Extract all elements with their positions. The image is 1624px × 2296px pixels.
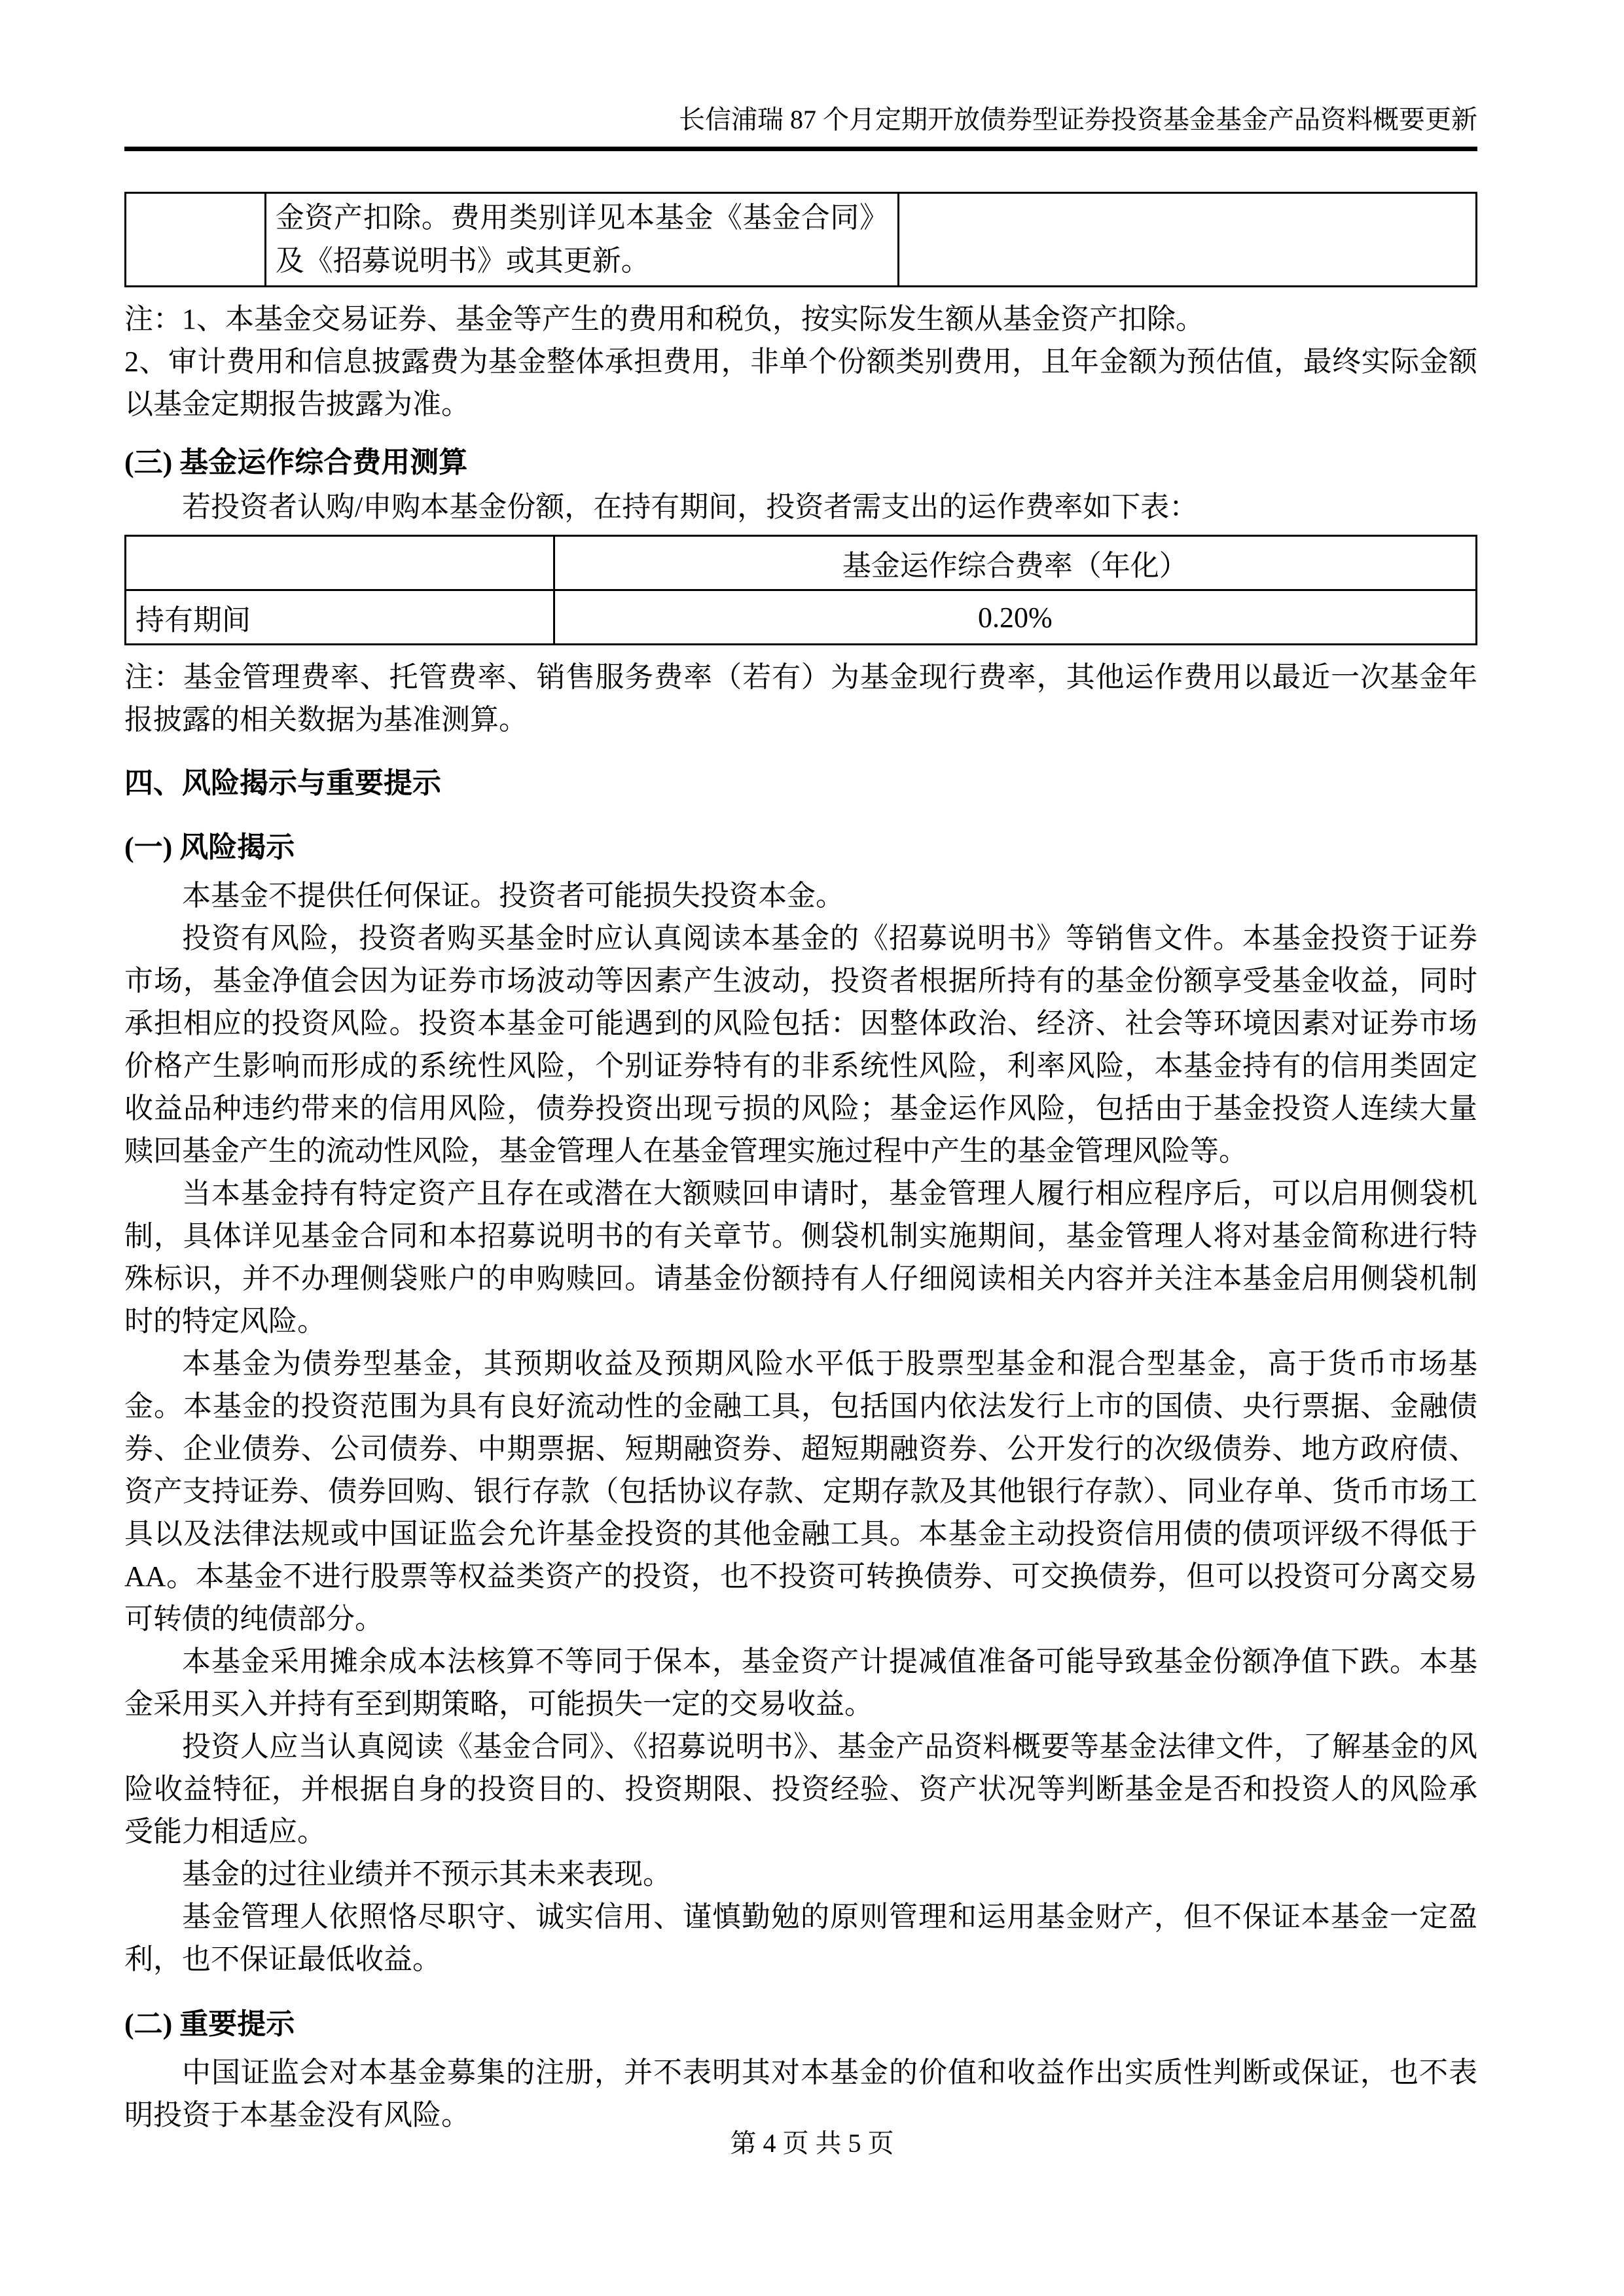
- doc-header-title: 长信浦瑞 87 个月定期开放债券型证券投资基金基金产品资料概要更新: [124, 103, 1477, 151]
- page-number-footer: 第 4 页 共 5 页: [730, 2128, 894, 2158]
- page-content: [124, 103, 1477, 2136]
- risk-paragraph: 投资人应当认真阅读《基金合同》、《招募说明书》、基金产品资料概要等基金法律文件，了解基金的风险收益特征，并根据自身的投资目的、投资期限、投资经验、资产状况等判断基金是否和投资人的风险承受能力相适应。: [124, 1731, 1477, 1848]
- holding-period-rate-value-cell: 0.20%: [554, 590, 1476, 645]
- subsection-heading-important-notice: (二) 重要提示: [124, 2008, 295, 2040]
- risk-paragraph: 当本基金持有特定资产且存在或潜在大额赎回申请时，基金管理人履行相应程序后，可以启用侧袋机制，具体详见基金合同和本招募说明书的有关章节。侧袋机制实施期间，基金管理人将对基金简称进行特殊标识，并不办理侧袋账户的申购赎回。请基金份额持有人仔细阅读相关内容并关注本基金启用侧袋机制时的特定风险。: [124, 1177, 1477, 1337]
- risk-paragraph: 基金的过往业绩并不预示其未来表现。: [182, 1858, 672, 1890]
- fee-table-left-empty-cell: [126, 193, 266, 287]
- table-header-row: [126, 536, 1477, 590]
- notice-paragraph: 中国证监会对本基金募集的注册，并不表明其对本基金的价值和收益作出实质性判断或保证，也不表明投资于本基金没有风险。: [124, 2056, 1477, 2131]
- risk-paragraph: 投资有风险，投资者购买基金时应认真阅读本基金的《招募说明书》等销售文件。本基金投资于证券市场，基金净值会因为证券市场波动等因素产生波动，投资者根据所持有的基金份额享受基金收益，同时承担相应的投资风险。投资本基金可能遇到的风险包括：因整体政治、经济、社会等环境因素对证券市场价格产生影响而形成的系统性风险，个别证券特有的非系统性风险，利率风险，本基金持有的信用类固定收益品种违约带来的信用风险，债券投资出现亏损的风险；基金运作风险，包括由于基金投资人连续大量赎回基金产生的流动性风险，基金管理人在基金管理实施过程中产生的基金管理风险等。: [124, 922, 1477, 1167]
- rate-table-annual-rate-header-cell: 基金运作综合费率（年化）: [554, 536, 1476, 590]
- fee-table-continued-text-cell: 金资产扣除。费用类别详见本基金《基金合同》及《招募说明书》或其更新。: [265, 193, 898, 287]
- holding-period-label-cell: 持有期间: [126, 590, 554, 645]
- operation-fee-intro: 若投资者认购/申购本基金份额，在持有期间，投资者需支出的运作费率如下表：: [182, 491, 1199, 523]
- operation-fee-rate-table: [124, 535, 1477, 645]
- subsection-heading-risk-disclosure: (一) 风险揭示: [124, 831, 295, 863]
- risk-paragraph: 本基金采用摊余成本法核算不等同于保本，基金资产计提减值准备可能导致基金份额净值下跌。本基金采用买入并持有至到期策略，可能损失一定的交易收益。: [124, 1645, 1477, 1720]
- fee-category-table-continuation: [124, 192, 1477, 287]
- fee-note-1: 注：1、本基金交易证券、基金等产生的费用和税负，按实际发生额从基金资产扣除。: [124, 303, 1204, 335]
- risk-paragraph: 本基金为债券型基金，其预期收益及预期风险水平低于股票型基金和混合型基金，高于货币市场基金。本基金的投资范围为具有良好流动性的金融工具，包括国内依法发行上市的国债、央行票据、金融债券、企业债券、公司债券、中期票据、短期融资券、超短期融资券、公开发行的次级债券、地方政府债、资产支持证券、债券回购、银行存款（包括协议存款、定期存款及其他银行存款）、同业存单、货币市场工具以及法律法规或中国证监会允许基金投资的其他金融工具。本基金主动投资信用债的债项评级不得低于 AA。本基金不进行股票等权益类资产的投资，也不投资可转换债券、可交换债券，但可以投资可分离交易可转债的纯债部分。: [124, 1348, 1477, 1635]
- fee-table-right-empty-cell: [899, 193, 1477, 287]
- fee-note-2: 2、审计费用和信息披露费为基金整体承担费用，非单个份额类别费用，且年金额为预估值，最终实际金额以基金定期报告披露为准。: [124, 346, 1477, 420]
- rate-basis-note: 注：基金管理费率、托管费率、销售服务费率（若有）为基金现行费率，其他运作费用以最近一次基金年报披露的相关数据为基准测算。: [124, 661, 1477, 736]
- fee-table-notes: [124, 298, 1477, 425]
- section-heading-risk-and-notice: 四、风险揭示与重要提示: [124, 767, 441, 799]
- risk-paragraph: 基金管理人依照恪尽职守、诚实信用、谨慎勤勉的原则管理和运用基金财产，但不保证本基金一定盈利，也不保证最低收益。: [124, 1901, 1477, 1975]
- table-row: [126, 193, 1477, 287]
- rate-table-note-block: [124, 656, 1477, 741]
- section-heading-operation-fee-estimate: (三) 基金运作综合费用测算: [124, 446, 468, 478]
- rate-table-empty-header-cell: [126, 536, 554, 590]
- table-row: [126, 590, 1477, 645]
- risk-paragraph: 本基金不提供任何保证。投资者可能损失投资本金。: [182, 880, 844, 912]
